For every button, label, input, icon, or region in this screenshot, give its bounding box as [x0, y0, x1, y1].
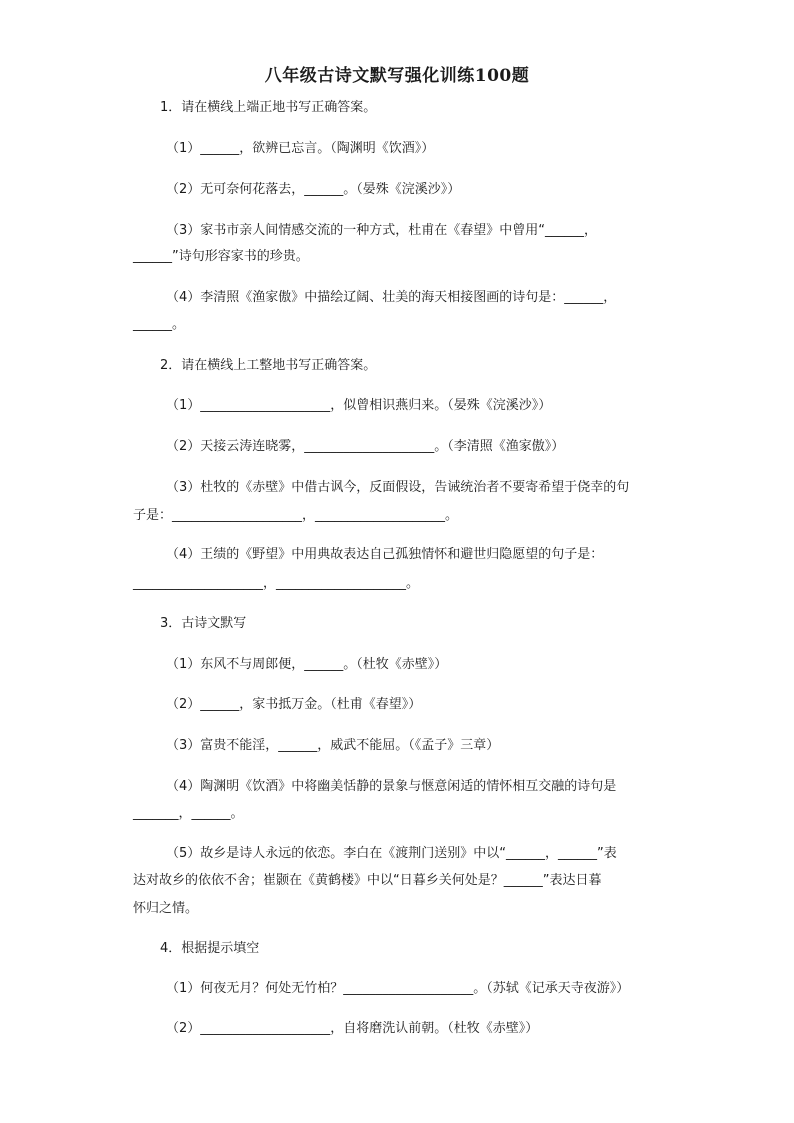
page-title: 八年级古诗文默写强化训练100题 — [264, 66, 530, 86]
question-3-item-4: （4）陶渊明《饮酒》中将幽美恬静的景象与惬意闲适的情怀相互交融的诗句是 — [166, 779, 617, 794]
question-4-heading: 4．根据提示填空 — [160, 941, 260, 956]
question-4-item-2: （2）____________________，自将磨洗认前朝。（杜牧《赤壁》） — [166, 1021, 539, 1036]
question-1-item-4: （4）李清照《渔家傲》中描绘辽阔、壮美的海天相接图画的诗句是：______， — [166, 290, 617, 305]
question-3-item-2: （2）______，家书抵万金。（杜甫《春望》） — [166, 697, 422, 712]
question-3-item-1: （1）东风不与周郎便，______。（杜牧《赤壁》） — [166, 657, 448, 672]
question-2-item-4-cont: ____________________，____________________。 — [133, 576, 419, 591]
question-1-heading: 1．请在横线上端正地书写正确答案。 — [160, 100, 377, 115]
question-3-heading: 3．古诗文默写 — [160, 616, 247, 631]
question-2-item-1: （1）____________________，似曾相识燕归来。（晏殊《浣溪沙》） — [166, 398, 552, 413]
question-1-item-3-cont: ______”诗句形容家书的珍贵。 — [133, 249, 309, 264]
question-4-item-1: （1）何夜无月？何处无竹柏？____________________。（苏轼《记承天寺夜游》） — [166, 981, 630, 996]
question-2-item-4: （4）王绩的《野望》中用典故表达自己孤独情怀和避世归隐愿望的句子是： — [166, 547, 604, 562]
question-1-item-1: （1）______，欲辨已忘言。（陶渊明《饮酒》） — [166, 141, 435, 156]
question-2-heading: 2．请在横线上工整地书写正确答案。 — [160, 358, 377, 373]
question-1-item-2: （2）无可奈何花落去，______。（晏殊《浣溪沙》） — [166, 182, 461, 197]
question-3-item-3: （3）富贵不能淫，______，威武不能屈。（《孟子》三章） — [166, 738, 500, 753]
question-3-item-5-cont-1: 达对故乡的依依不舍；崔颢在《黄鹤楼》中以“日暮乡关何处是？______”表达日暮 — [133, 873, 602, 888]
question-1-item-4-cont: ______。 — [133, 317, 186, 332]
question-2-item-2: （2）天接云涛连晓雾，____________________。（李清照《渔家傲》） — [166, 439, 565, 454]
question-1-item-3: （3）家书市亲人间情感交流的一种方式，杜甫在《春望》中曾用“______， — [166, 223, 598, 238]
question-2-item-3-cont: 子是：____________________，____________________。 — [133, 508, 459, 523]
question-3-item-4-cont: _______，______。 — [133, 806, 244, 821]
question-2-item-3: （3）杜牧的《赤壁》中借古讽今，反面假设，告诫统治者不要寄希望于侥幸的句 — [166, 480, 630, 495]
question-3-item-5: （5）故乡是诗人永远的依恋。李白在《渡荆门送别》中以“______，______”表 — [166, 846, 617, 861]
question-3-item-5-cont-2: 怀归之情。 — [133, 901, 199, 916]
